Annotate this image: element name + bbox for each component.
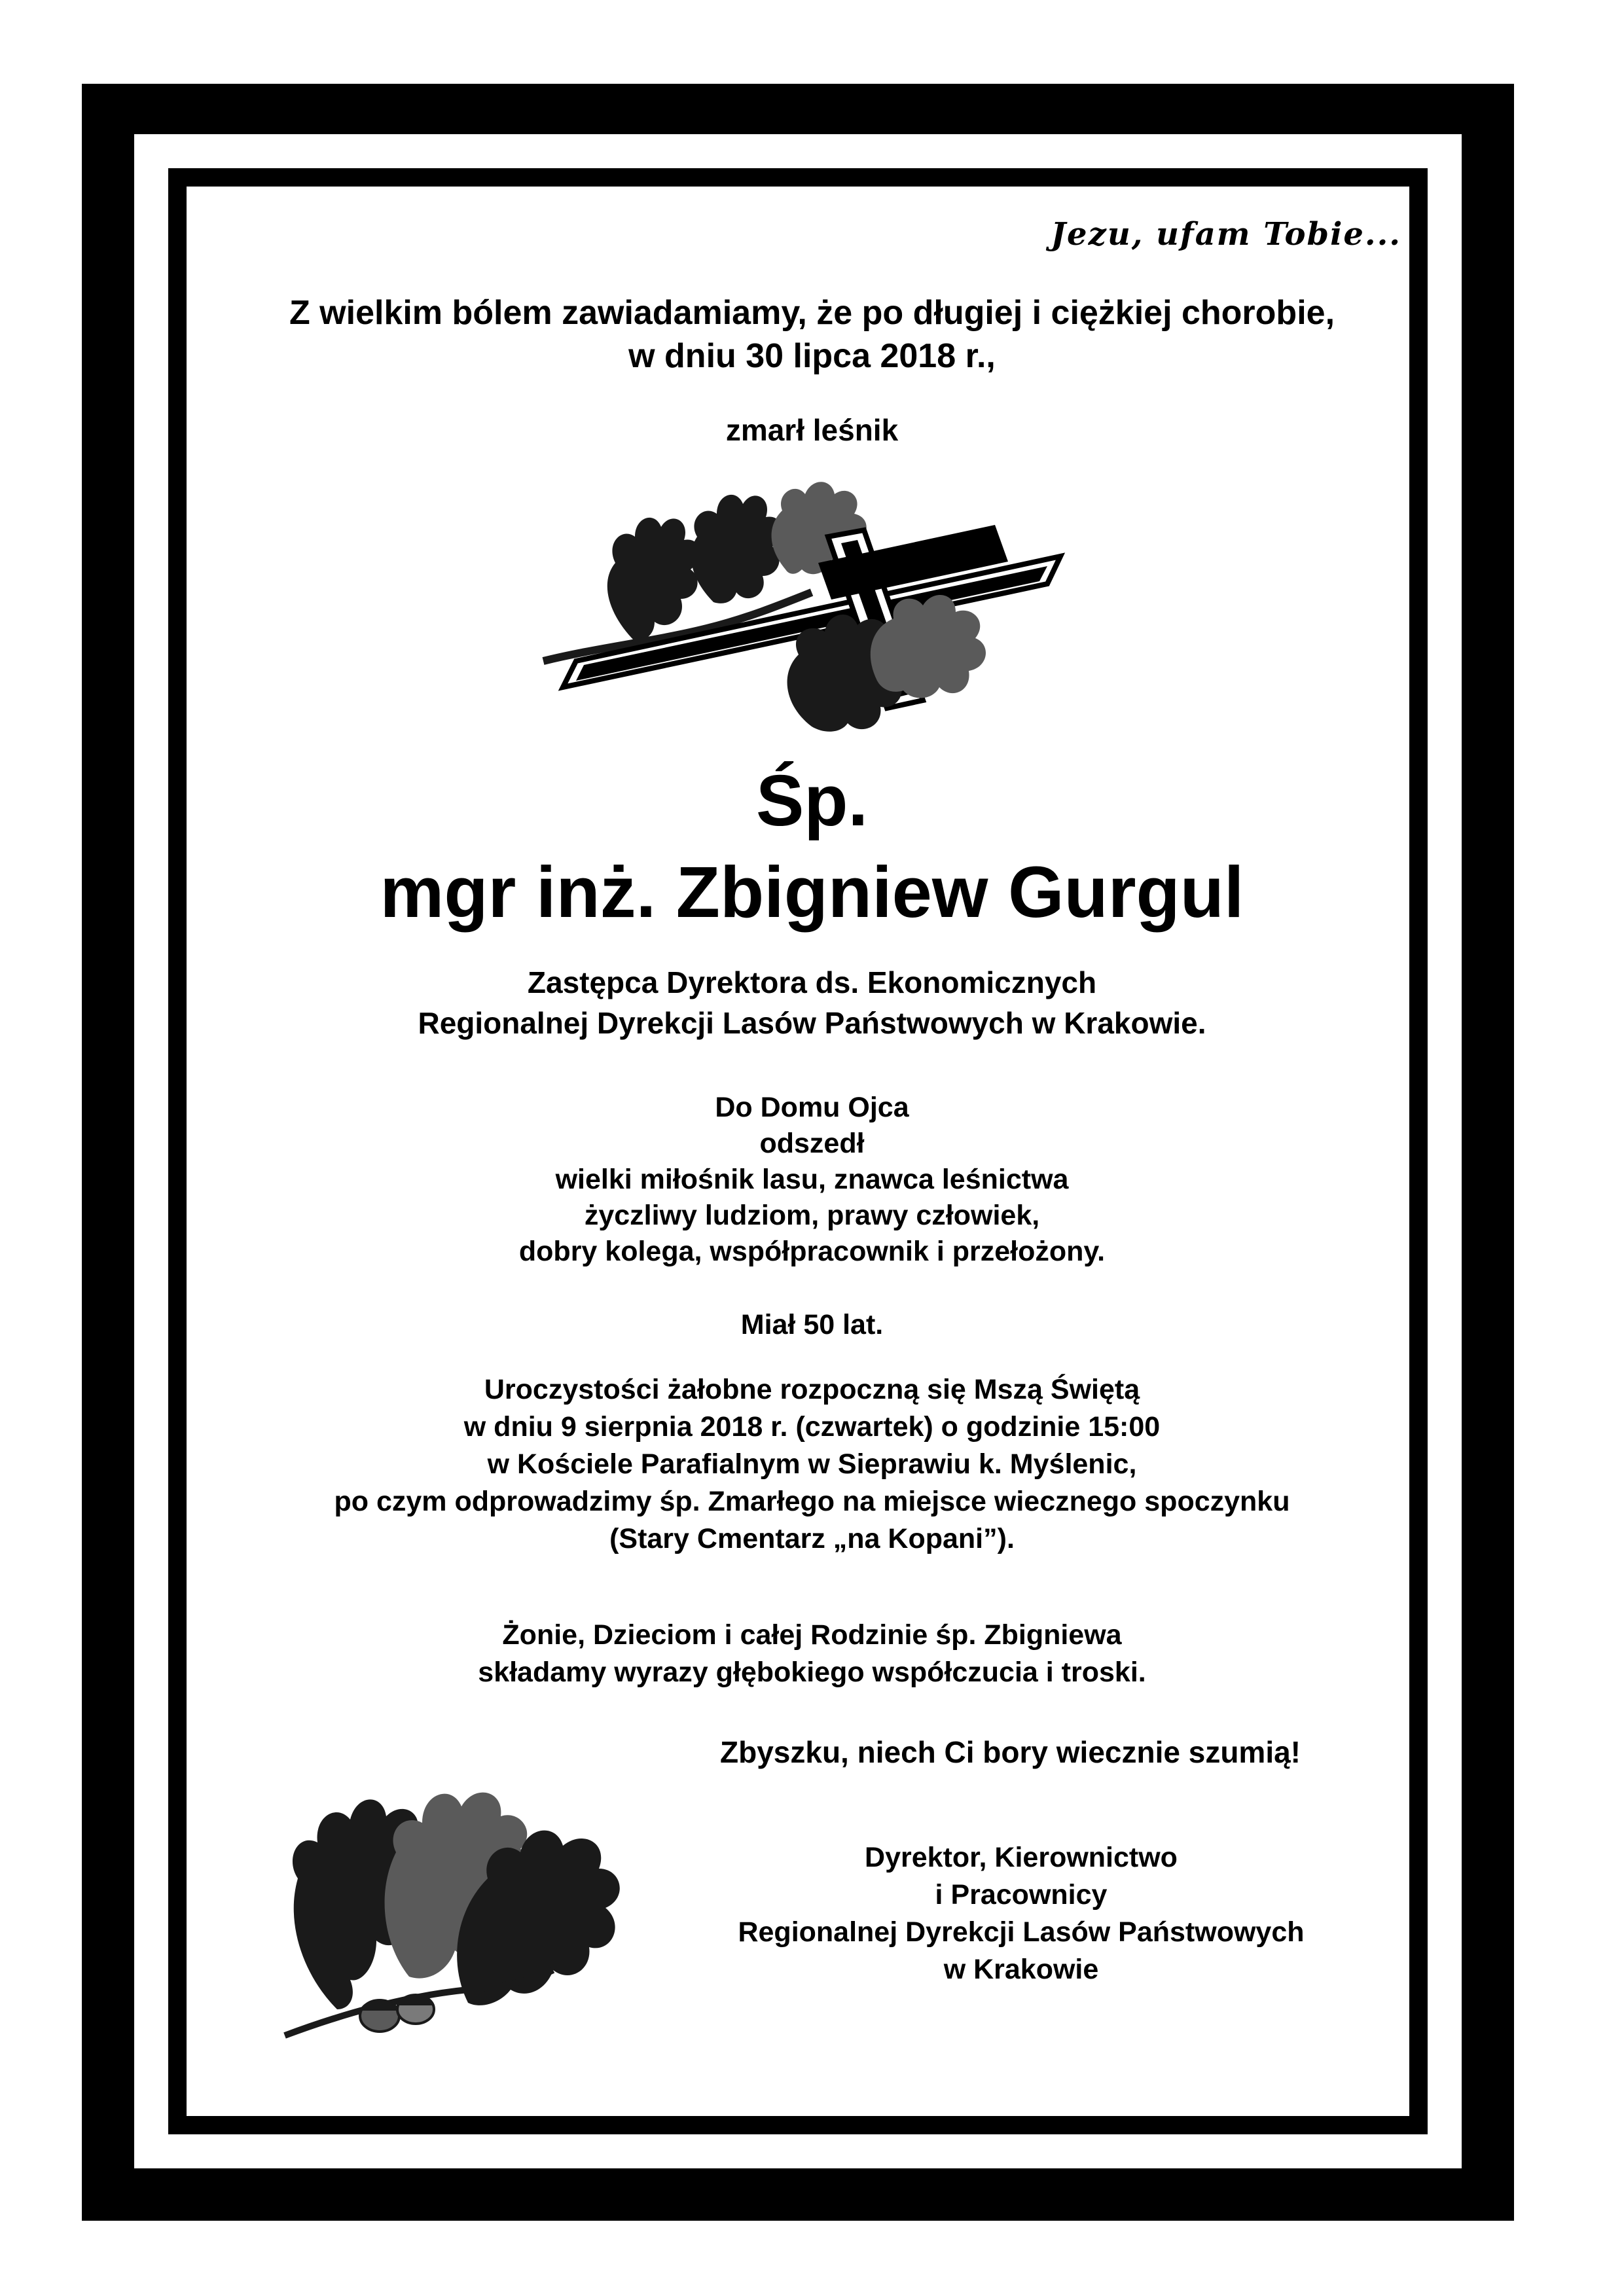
condolence-line-1: Żonie, Dzieciom i całej Rodzinie śp. Zbigniewa <box>502 1619 1122 1651</box>
cross-with-oak-branch-icon <box>537 465 1074 740</box>
eulogy-line: życzliwy ludziom, prawy człowiek, <box>584 1200 1040 1231</box>
funeral-line: w Kościele Parafialnym w Sieprawiu k. Myślenic, <box>487 1448 1137 1480</box>
funeral-details <box>0 1371 1624 1558</box>
oak-leaves-top-icon <box>607 495 782 641</box>
died-text: zmarł leśnik <box>725 413 899 447</box>
motto: Jezu, ufam Tobie... <box>1051 216 1401 253</box>
deceased-name: mgr inż. Zbigniew Gurgul <box>380 852 1244 933</box>
signature-line: Dyrektor, Kierownictwo <box>865 1842 1178 1873</box>
funeral-line: (Stary Cmentarz „na Kopani”). <box>609 1523 1015 1554</box>
eulogy-line: odszedł <box>759 1128 865 1159</box>
position-line-1: Zastępca Dyrektora ds. Ekonomicznych <box>527 965 1097 999</box>
eulogy-line: dobry kolega, współpracownik i przełożony. <box>518 1236 1106 1267</box>
deceased-position <box>0 962 1624 1043</box>
intro-line-1: Z wielkim bólem zawiadamiamy, że po długiej i ciężkiej chorobie, <box>289 294 1335 332</box>
funeral-line: po czym odprowadzimy śp. Zmarłego na miejsce wiecznego spoczynku <box>334 1486 1290 1517</box>
intro-line-2: w dniu 30 lipca 2018 r., <box>628 337 996 375</box>
eulogy <box>0 1090 1624 1270</box>
funeral-line: w dniu 9 sierpnia 2018 r. (czwartek) o godzinie 15:00 <box>463 1411 1161 1443</box>
signature <box>720 1839 1322 1988</box>
eulogy-line: Do Domu Ojca <box>715 1092 909 1123</box>
farewell-text: Zbyszku, niech Ci bory wiecznie szumią! <box>720 1735 1301 1769</box>
funeral-line: Uroczystości żałobne rozpoczną się Mszą Świętą <box>484 1374 1140 1405</box>
condolence-line-2: składamy wyrazy głębokiego współczucia i troski. <box>478 1657 1146 1688</box>
signature-line: i Pracownicy <box>935 1879 1108 1910</box>
deceased-prefix: Śp. <box>755 761 869 841</box>
signature-line: Regionalnej Dyrekcji Lasów Państwowych <box>738 1916 1305 1948</box>
eulogy-line: wielki miłośnik lasu, znawca leśnictwa <box>555 1164 1069 1195</box>
announcement-intro <box>0 291 1624 378</box>
age-text: Miał 50 lat. <box>740 1309 884 1340</box>
condolence-message <box>0 1617 1624 1691</box>
signature-line: w Krakowie <box>943 1954 1099 1985</box>
position-line-2: Regionalnej Dyrekcji Lasów Państwowych w Krakowie. <box>418 1006 1206 1040</box>
oak-leaves-acorn-icon <box>259 1728 677 2042</box>
